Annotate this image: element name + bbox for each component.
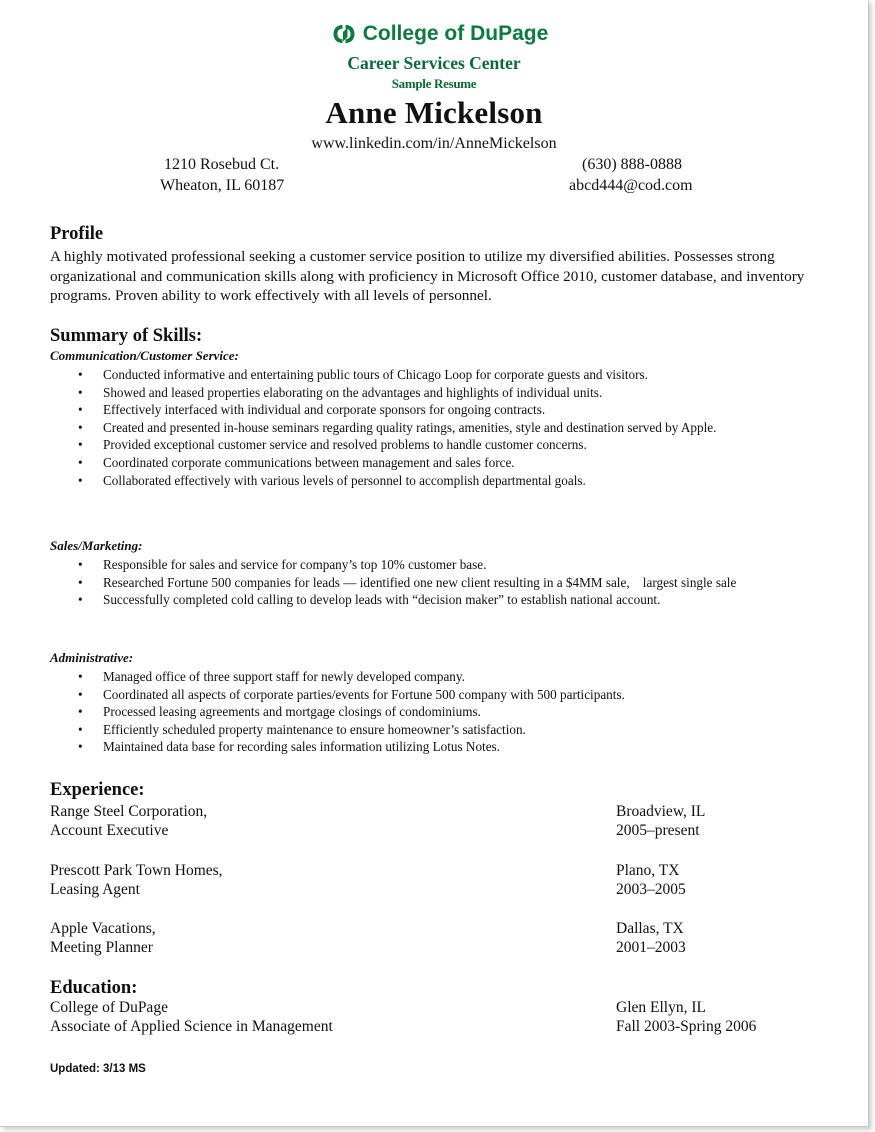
sales-skill-list [50, 556, 810, 609]
job-title: Meeting Planner [50, 939, 153, 956]
communication-skill-list [50, 366, 810, 489]
administrative-skill-list [50, 668, 810, 756]
job-dates: 2003–2005 [616, 881, 686, 898]
education-dates: Fall 2003-Spring 2006 [616, 1018, 757, 1035]
bullet-icon: • [78, 557, 83, 572]
list-item: • Managed office of three support staff for newly developed company. [78, 669, 465, 684]
list-item: • Maintained data base for recording sales information utilizing Lotus Notes. [78, 739, 500, 755]
job-company: Prescott Park Town Homes, [50, 862, 223, 879]
profile-text: A highly motivated professional seeking a customer service position to utilize my diversified abilities. Possesses strong organizational and communication skills along with proficiency in Microsoft Office 2010, customer database, and inventory programs. Proven ability to work effectively with all levels of personnel. [50, 248, 805, 304]
list-item: • Collaborated effectively with various levels of personnel to accomplish departmental goals. [78, 472, 586, 488]
job-dates: 2005–present [616, 822, 700, 839]
skills-heading: Summary of Skills: [50, 326, 203, 346]
list-item: • Researched Fortune 500 companies for leads — identified one new client resulting in a $4MM sale, largest single sale [78, 574, 737, 590]
list-item: • Effectively interfaced with individual and corporate sponsors for ongoing contracts. [78, 402, 546, 418]
list-item: • Showed and leased properties elaborating on the advantages and highlights of individual units. [78, 384, 603, 400]
job-company: Apple Vacations, [50, 920, 156, 937]
bullet-icon: • [78, 384, 83, 400]
email-address: abcd444@cod.com [569, 177, 693, 194]
bullet-icon: • [78, 367, 83, 382]
education-heading: Education: [50, 978, 138, 998]
job-dates: 2001–2003 [616, 939, 686, 956]
bullet-icon: • [78, 721, 83, 737]
education-school: College of DuPage [50, 999, 168, 1016]
college-name: College of DuPage [362, 22, 549, 45]
bullet-icon: • [78, 437, 83, 453]
person-name: Anne Mickelson [325, 95, 543, 130]
sample-resume-label: Sample Resume [391, 76, 477, 91]
address-line-2: Wheaton, IL 60187 [160, 177, 285, 194]
bullet-icon: • [78, 739, 83, 755]
phone-number: (630) 888-0888 [582, 156, 682, 173]
bullet-icon: • [78, 454, 83, 470]
job-location: Dallas, TX [616, 920, 684, 937]
job-location: Plano, TX [616, 862, 680, 879]
list-item: • Provided exceptional customer service and resolved problems to handle customer concerns. [78, 437, 587, 453]
job-title: Leasing Agent [50, 881, 140, 898]
center-name: Career Services Center [347, 53, 521, 73]
bullet-icon: • [78, 592, 83, 608]
bullet-icon: • [78, 402, 83, 418]
bullet-icon: • [78, 669, 83, 684]
list-item: • Successfully completed cold calling to develop leads with “decision maker” to establish national account. [78, 592, 661, 608]
profile-heading: Profile [50, 224, 104, 244]
education-degree: Associate of Applied Science in Management [50, 1018, 333, 1035]
list-item: • Conducted informative and entertaining public tours of Chicago Loop for corporate guests and visitors. [78, 367, 648, 382]
skill-group-title-administrative: Administrative: [50, 650, 134, 665]
education-location: Glen Ellyn, IL [616, 999, 706, 1016]
bullet-icon: • [78, 686, 83, 702]
college-header [0, 22, 868, 46]
bullet-icon: • [78, 419, 83, 435]
skill-group-title-sales: Sales/Marketing: [50, 538, 143, 553]
list-item: • Coordinated corporate communications between management and sales force. [78, 454, 515, 470]
list-item: • Processed leasing agreements and mortgage closings of condominiums. [78, 704, 481, 720]
job-location: Broadview, IL [616, 803, 706, 820]
experience-heading: Experience: [50, 780, 145, 800]
list-item: • Responsible for sales and service for company’s top 10% customer base. [78, 557, 487, 572]
bullet-icon: • [78, 704, 83, 720]
job-company: Range Steel Corporation, [50, 803, 208, 820]
address-line-1: 1210 Rosebud Ct. [164, 156, 280, 173]
bullet-icon: • [78, 574, 83, 590]
list-item: • Created and presented in-house seminars regarding quality ratings, amenities, style and destination served by Apple. [78, 419, 717, 435]
college-of-dupage-logo-icon [332, 23, 356, 45]
bullet-icon: • [78, 472, 83, 488]
skill-group-title-communication: Communication/Customer Service: [50, 348, 239, 363]
list-item: • Coordinated all aspects of corporate parties/events for Fortune 500 company with 500 participants. [78, 686, 625, 702]
updated-note: Updated: 3/13 MS [50, 1063, 146, 1075]
job-title: Account Executive [50, 822, 169, 839]
linkedin-url: www.linkedin.com/in/AnneMickelson [311, 135, 557, 152]
list-item: • Efficiently scheduled property maintenance to ensure homeowner’s satisfaction. [78, 721, 526, 737]
